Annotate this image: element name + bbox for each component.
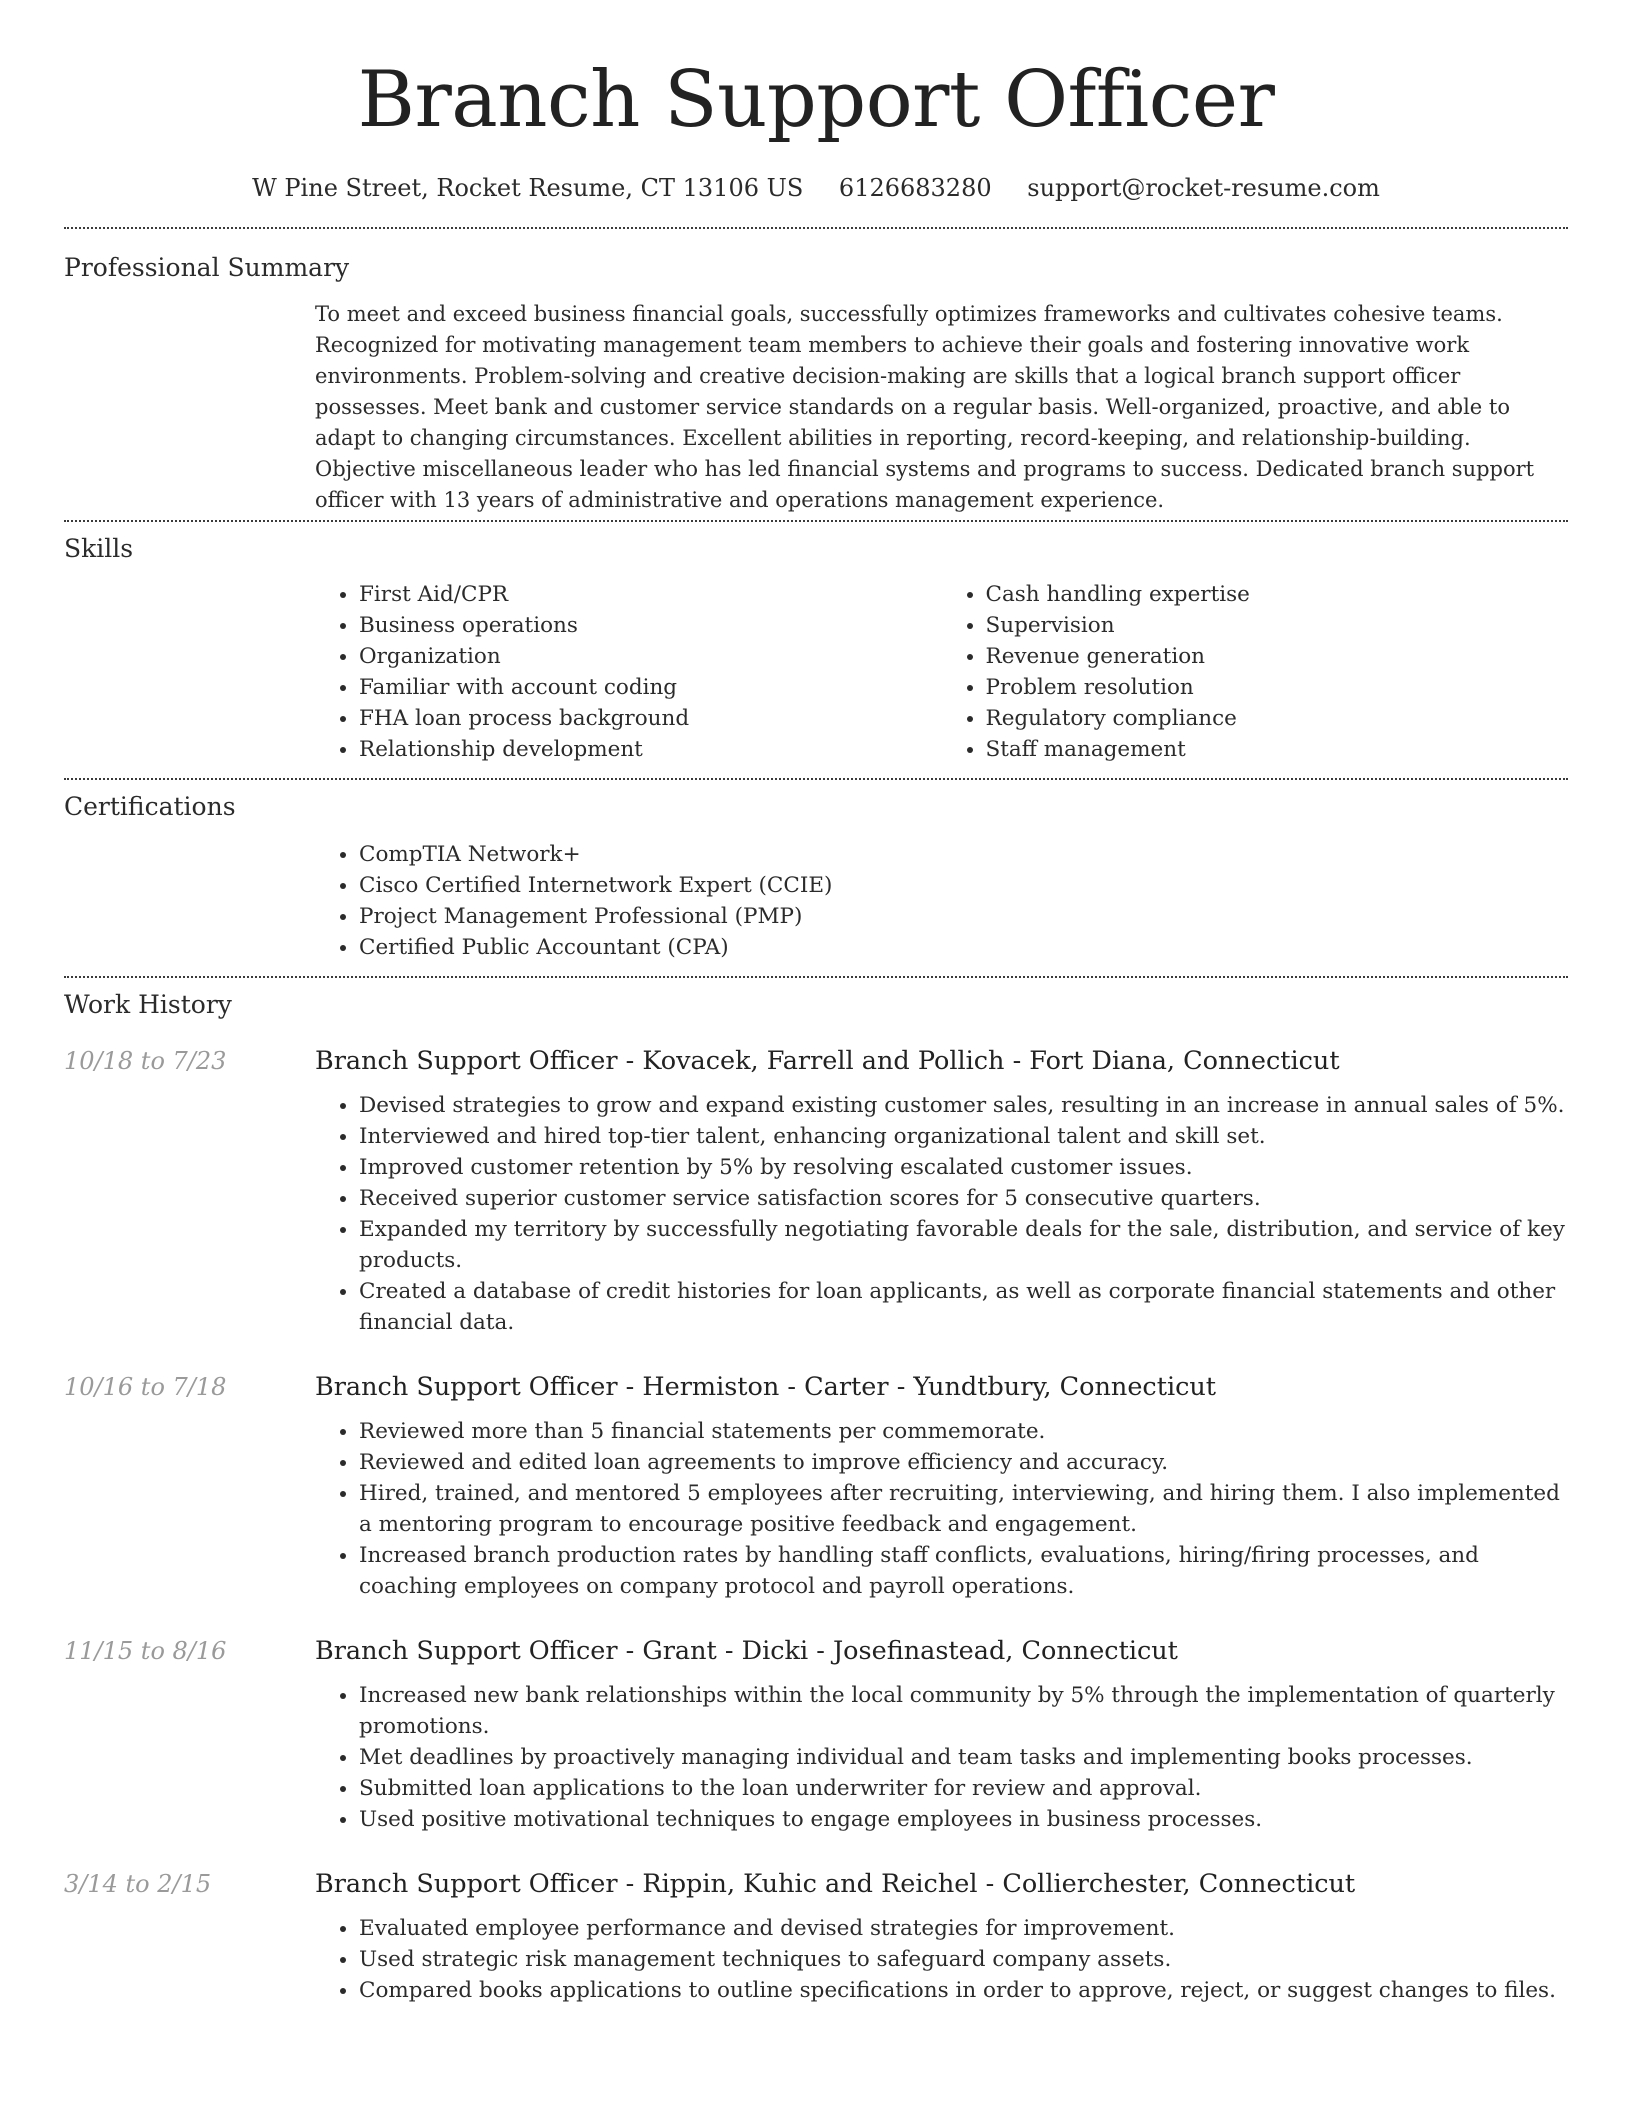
- certification-item: • CompTIA Network+: [359, 839, 1568, 870]
- contact-email: support@rocket-resume.com: [1027, 174, 1380, 202]
- job-bullets: [315, 1090, 1568, 1338]
- job-bullet: • Met deadlines by proactively managing individual and team tasks and implementing books processes.: [359, 1742, 1568, 1773]
- job-bullet: • Created a database of credit histories for loan applicants, as well as corporate financial statements and other financial data.: [359, 1276, 1568, 1338]
- job-bullets: [315, 1913, 1568, 2006]
- job-bullet: • Expanded my territory by successfully negotiating favorable deals for the sale, distribution, and service of key products.: [359, 1214, 1568, 1276]
- job-bullet: • Used positive motivational techniques to engage employees in business processes.: [359, 1804, 1568, 1835]
- job-dates: 10/18 to 7/23: [64, 1047, 227, 1075]
- job-dates: 3/14 to 2/15: [64, 1870, 212, 1898]
- skill-item: • First Aid/CPR: [359, 579, 942, 610]
- job-entry: [64, 1867, 1568, 2006]
- job-entry: [64, 1370, 1568, 1602]
- skills-section: [64, 532, 1568, 765]
- skill-item: • Supervision: [986, 610, 1569, 641]
- job-bullet: • Reviewed and edited loan agreements to improve efficiency and accuracy.: [359, 1447, 1568, 1478]
- summary-text: To meet and exceed business financial goals, successfully optimizes frameworks and cultivates cohesive teams. Recognized for motivating management team members to achieve their goals and fostering innovative work environments. Problem-solving and creative decision-making are skills that a logical branch support officer possesses. Meet bank and customer service standards on a regular basis. Well-organized, proactive, and able to adapt to changing circumstances. Excellent abilities in reporting, record-keeping, and relationship-building. Objective miscellaneous leader who has led financial systems and programs to success. Dedicated branch support officer with 13 years of administrative and operations management experience.: [315, 302, 1535, 512]
- job-bullet: • Increased new bank relationships within the local community by 5% through the implementation of quarterly promotions.: [359, 1680, 1568, 1742]
- job-title: Branch Support Officer - Kovacek, Farrell and Pollich - Fort Diana, Connecticut: [315, 1046, 1340, 1076]
- section-title-certifications: Certifications: [64, 792, 236, 821]
- job-bullets: [315, 1680, 1568, 1835]
- job-dates: 10/16 to 7/18: [64, 1373, 227, 1401]
- skill-item: • Problem resolution: [986, 672, 1569, 703]
- job-bullet: • Evaluated employee performance and devised strategies for improvement.: [359, 1913, 1568, 1944]
- job-dates: 11/15 to 8/16: [64, 1637, 227, 1665]
- certification-item: • Project Management Professional (PMP): [359, 901, 1568, 932]
- contact-address: W Pine Street, Rocket Resume, CT 13106 US: [252, 174, 804, 202]
- section-title-summary: Professional Summary: [64, 253, 350, 282]
- section-title-work-history: Work History: [64, 990, 232, 1019]
- contact-line: [64, 172, 1568, 204]
- resume-page: [64, 0, 1568, 2006]
- skill-item: • Cash handling expertise: [986, 579, 1569, 610]
- skills-list-right: [942, 579, 1569, 765]
- work-history-section: [64, 988, 1568, 2006]
- certifications-list: [315, 839, 1568, 963]
- skill-item: • Relationship development: [359, 734, 942, 765]
- job-bullet: • Improved customer retention by 5% by resolving escalated customer issues.: [359, 1152, 1568, 1183]
- summary-section: [64, 251, 1568, 516]
- skill-item: • FHA loan process background: [359, 703, 942, 734]
- certification-item: • Cisco Certified Internetwork Expert (CCIE): [359, 870, 1568, 901]
- skill-item: • Familiar with account coding: [359, 672, 942, 703]
- skill-item: • Staff management: [986, 734, 1569, 765]
- job-bullet: • Compared books applications to outline specifications in order to approve, reject, or suggest changes to files.: [359, 1975, 1568, 2006]
- job-bullet: • Reviewed more than 5 financial statements per commemorate.: [359, 1416, 1568, 1447]
- job-bullet: • Received superior customer service satisfaction scores for 5 consecutive quarters.: [359, 1183, 1568, 1214]
- skill-item: • Regulatory compliance: [986, 703, 1569, 734]
- job-bullet: • Hired, trained, and mentored 5 employees after recruiting, interviewing, and hiring them. I also implemented a mentoring program to encourage positive feedback and engagement.: [359, 1478, 1568, 1540]
- job-bullet: • Interviewed and hired top-tier talent, enhancing organizational talent and skill set.: [359, 1121, 1568, 1152]
- job-title: Branch Support Officer - Grant - Dicki - Josefinastead, Connecticut: [315, 1636, 1178, 1666]
- certification-item: • Certified Public Accountant (CPA): [359, 932, 1568, 963]
- resume-name: Branch Support Officer: [357, 55, 1275, 145]
- job-bullet: • Submitted loan applications to the loan underwriter for review and approval.: [359, 1773, 1568, 1804]
- certifications-section: [64, 790, 1568, 963]
- divider: [64, 520, 1568, 522]
- skill-item: • Organization: [359, 641, 942, 672]
- divider: [64, 976, 1568, 978]
- job-bullet: • Used strategic risk management techniques to safeguard company assets.: [359, 1944, 1568, 1975]
- section-title-skills: Skills: [64, 534, 134, 563]
- job-bullet: • Increased branch production rates by handling staff conflicts, evaluations, hiring/firing processes, and coaching employees on company protocol and payroll operations.: [359, 1540, 1568, 1602]
- job-title: Branch Support Officer - Rippin, Kuhic and Reichel - Collierchester, Connecticut: [315, 1869, 1356, 1899]
- job-entry: [64, 1634, 1568, 1835]
- job-entry: [64, 1044, 1568, 1338]
- job-bullet: • Devised strategies to grow and expand existing customer sales, resulting in an increase in annual sales of 5%.: [359, 1090, 1568, 1121]
- job-bullets: [315, 1416, 1568, 1602]
- skills-list-left: [315, 579, 942, 765]
- skill-item: • Business operations: [359, 610, 942, 641]
- divider: [64, 778, 1568, 780]
- job-title: Branch Support Officer - Hermiston - Carter - Yundtbury, Connecticut: [315, 1372, 1217, 1402]
- skill-item: • Revenue generation: [986, 641, 1569, 672]
- divider: [64, 227, 1568, 229]
- contact-phone: 6126683280: [838, 174, 992, 202]
